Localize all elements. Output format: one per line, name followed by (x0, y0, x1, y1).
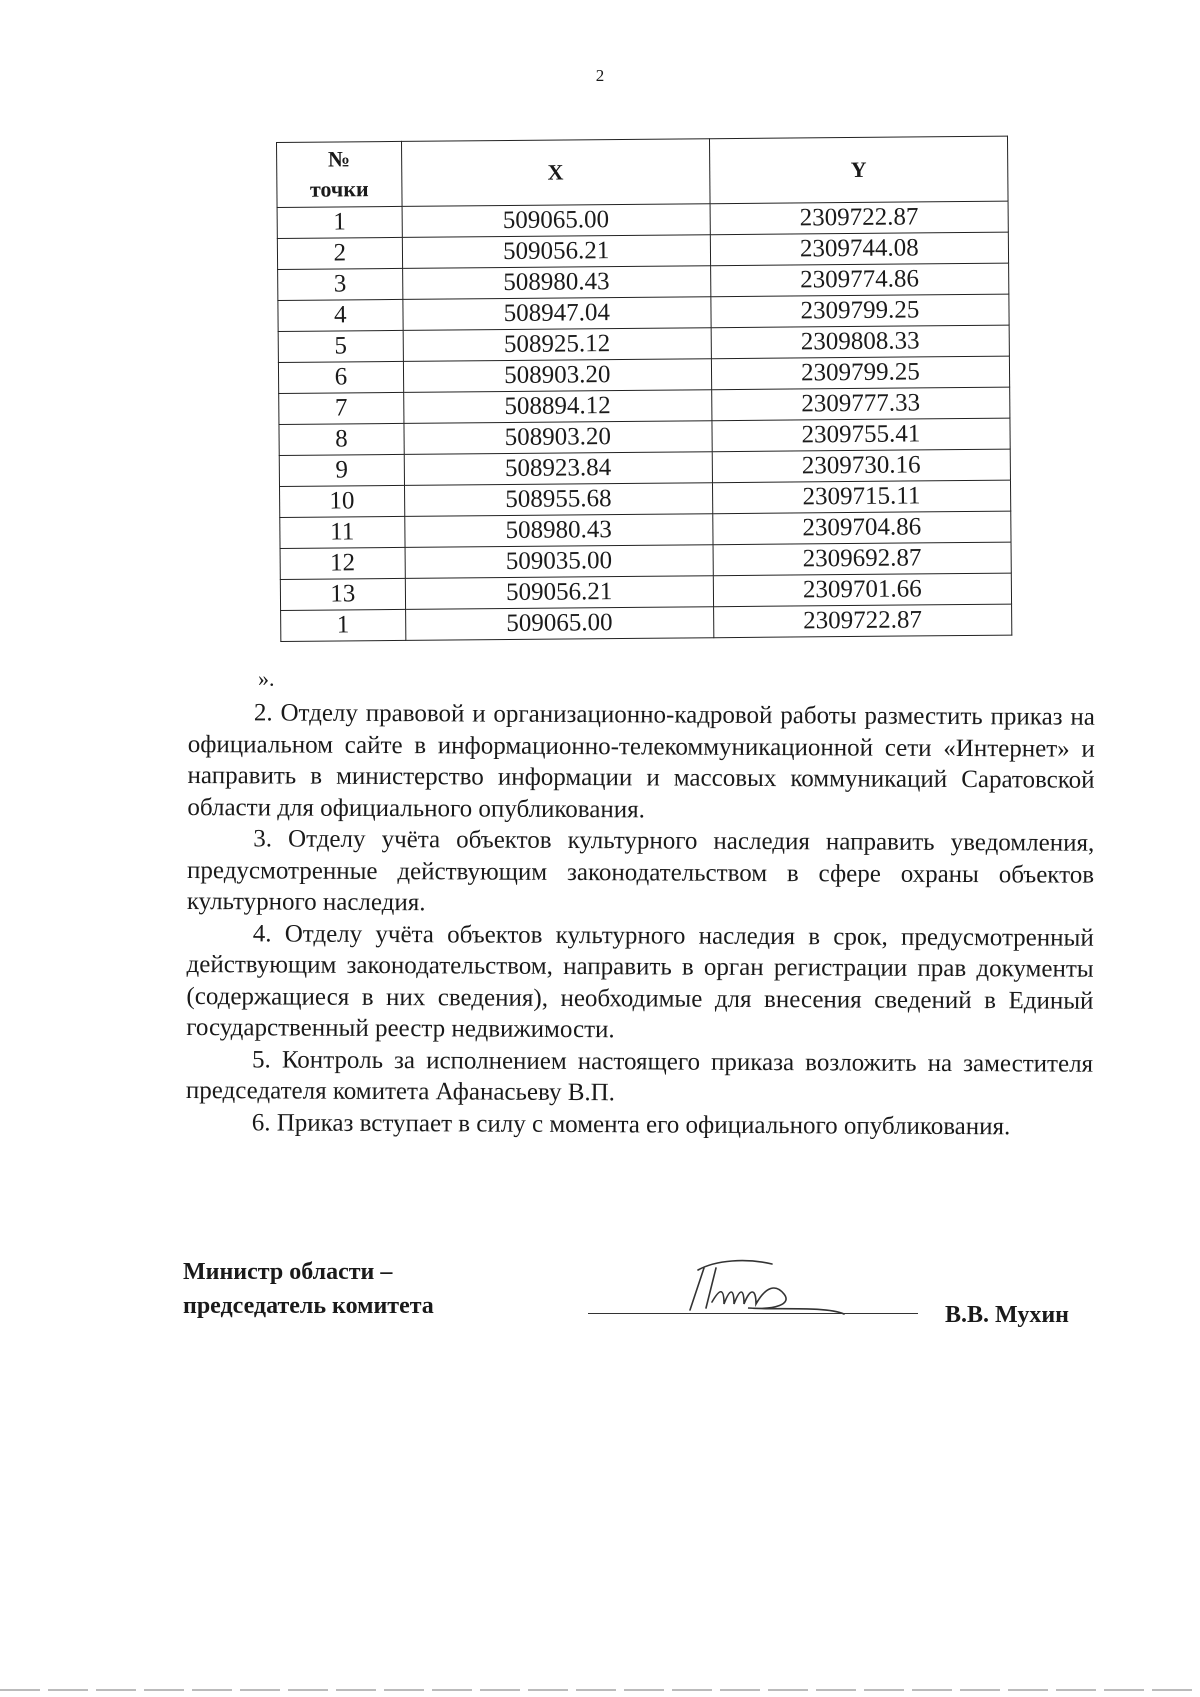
coordinates-table-body (277, 201, 1012, 641)
paragraph-3: 3. Отделу учёта объектов культурного наследия направить уведомления, предусмотренные действующим законодательством в сфере охраны объектов культурного наследия. (186, 825, 1095, 917)
paragraph-5: 5. Контроль за исполнением настоящего приказа возложить на заместителя председателя комитета Афанасьеву В.П. (185, 1045, 1094, 1107)
cell-x: 508903.20 (404, 421, 712, 455)
cell-y: 2309692.87 (713, 542, 1011, 576)
signature-line (588, 1313, 918, 1314)
cell-x: 509035.00 (405, 545, 713, 579)
cell-y: 2309715.11 (712, 480, 1010, 514)
cell-y: 2309722.87 (713, 604, 1011, 638)
signer-position (183, 1255, 434, 1323)
cell-y: 2309722.87 (710, 201, 1008, 235)
cell-y: 2309774.86 (710, 263, 1008, 297)
cell-point-number: 2 (277, 237, 402, 269)
order-body (186, 697, 1095, 1143)
page-number: 2 (595, 66, 605, 85)
cell-x: 509056.21 (405, 576, 713, 610)
cell-point-number: 1 (277, 206, 402, 238)
cell-point-number: 13 (280, 578, 405, 610)
header-num-sign: № (327, 146, 351, 172)
closing-quote: ». (258, 666, 275, 691)
cell-y: 2309808.33 (711, 325, 1009, 359)
cell-x: 509056.21 (402, 235, 710, 269)
cell-point-number: 1 (281, 609, 406, 641)
cell-y: 2309704.86 (713, 511, 1011, 545)
cell-point-number: 9 (279, 454, 404, 486)
cell-y: 2309755.41 (712, 418, 1010, 452)
cell-x: 508980.43 (404, 514, 712, 548)
cell-x: 508923.84 (404, 452, 712, 486)
cell-y: 2309799.25 (711, 294, 1009, 328)
header-point-label: точки (309, 176, 369, 202)
cell-x: 508955.68 (404, 483, 712, 517)
cell-x: 509065.00 (405, 607, 713, 641)
cell-point-number: 8 (279, 423, 404, 455)
cell-x: 508925.12 (403, 328, 711, 362)
cell-point-number: 11 (280, 516, 405, 548)
cell-x: 508903.20 (403, 359, 711, 393)
cell-x: 508894.12 (403, 390, 711, 424)
paragraph-4: 4. Отделу учёта объектов культурного наследия в срок, предусмотренный действующим законодательством, направить в орган регистрации прав документы (содержащиеся в них сведения), необходимые для внесения сведений в Единый государственный реестр недвижимости. (186, 919, 1094, 1044)
cell-point-number: 4 (278, 299, 403, 331)
cell-y: 2309730.16 (712, 449, 1010, 483)
table-row (281, 604, 1012, 641)
cell-y: 2309799.25 (711, 356, 1009, 390)
paragraph-6: 6. Приказ вступает в силу с момента его официального опубликования. (251, 1108, 1011, 1140)
signer-name: В.В. Мухин (945, 1302, 1070, 1328)
cell-point-number: 7 (279, 392, 404, 424)
cell-point-number: 6 (278, 361, 403, 393)
scan-edge-artifact (0, 1689, 1200, 1691)
header-x: X (401, 139, 710, 207)
signer-position-line-1: Министр области – (183, 1259, 393, 1285)
cell-y: 2309744.08 (710, 232, 1008, 266)
handwritten-signature (676, 1254, 856, 1316)
cell-y: 2309701.66 (713, 573, 1011, 607)
cell-x: 509065.00 (402, 204, 710, 238)
cell-x: 508980.43 (402, 266, 710, 300)
cell-x: 508947.04 (403, 297, 711, 331)
table-header-row (277, 136, 1009, 207)
cell-point-number: 5 (278, 330, 403, 362)
cell-point-number: 3 (278, 268, 403, 300)
signer-position-line-2: председатель комитета (183, 1293, 434, 1319)
cell-y: 2309777.33 (711, 387, 1009, 421)
cell-point-number: 12 (280, 547, 405, 579)
header-point-number (277, 141, 402, 207)
header-y: Y (709, 136, 1008, 204)
coordinates-table (276, 136, 1012, 642)
paragraph-2: 2. Отделу правовой и организационно-кадровой работы разместить приказ на официальном сайте в информационно-телекоммуникационной сети «Интернет» и направить в министерство информации и массовых коммуникаций Саратовской области для официального опубликования. (187, 699, 1095, 823)
cell-point-number: 10 (280, 485, 405, 517)
